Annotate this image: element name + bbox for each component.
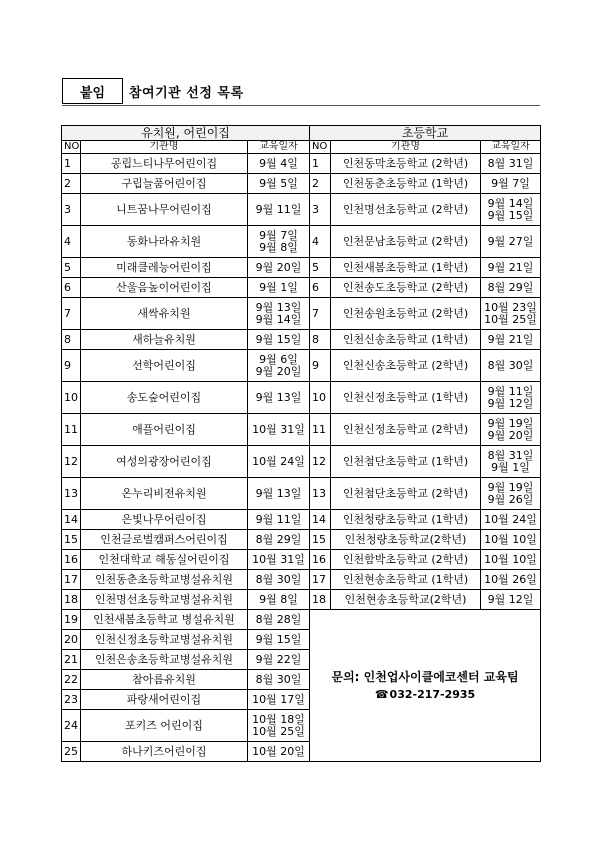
right-date-cell (481, 298, 541, 330)
left-row-number: 4 (62, 226, 81, 258)
right-row-number: 14 (310, 510, 331, 530)
left-date-cell (248, 650, 310, 670)
right-row-number: 7 (310, 298, 331, 330)
left-row-number: 19 (62, 610, 81, 630)
table-row (62, 258, 541, 278)
education-date: 8월 30일 (487, 358, 534, 372)
education-date: 9월 7일 (259, 228, 298, 242)
left-date-cell (248, 550, 310, 570)
right-date-cell (481, 446, 541, 478)
left-row-number: 18 (62, 590, 81, 610)
left-row-number: 13 (62, 478, 81, 510)
left-institution-name: 인천대학교 해동실어린이집 (81, 550, 248, 570)
right-date-cell (481, 330, 541, 350)
right-institution-name: 인천신정초등학교 (1학년) (331, 382, 481, 414)
education-date: 10월 24일 (252, 454, 305, 468)
left-institution-name: 인천글로벌캠퍼스어린이집 (81, 530, 248, 550)
education-date: 9월 5일 (259, 176, 298, 190)
right-institution-name: 인천신송초등학교 (2학년) (331, 350, 481, 382)
education-date: 10월 31일 (252, 552, 305, 566)
left-row-number: 7 (62, 298, 81, 330)
education-date: 9월 8일 (259, 592, 298, 606)
right-institution-name: 인천첨단초등학교 (2학년) (331, 478, 481, 510)
education-date: 9월 19일 (487, 480, 534, 494)
left-row-number: 11 (62, 414, 81, 446)
left-row-number: 15 (62, 530, 81, 550)
left-institution-name: 미래클레능어린이집 (81, 258, 248, 278)
table-row (62, 174, 541, 194)
right-institution-name: 인천신정초등학교 (2학년) (331, 414, 481, 446)
left-institution-name: 니트꿈나무어린이집 (81, 194, 248, 226)
left-date-cell (248, 530, 310, 550)
right-date-cell (481, 478, 541, 510)
table-row (62, 154, 541, 174)
education-date: 9월 1일 (259, 280, 298, 294)
left-row-number: 1 (62, 154, 81, 174)
education-date: 9월 7일 (491, 176, 530, 190)
left-row-number: 20 (62, 630, 81, 650)
table-row (62, 446, 541, 478)
table-row (62, 610, 541, 630)
education-date: 9월 13일 (255, 486, 302, 500)
left-date-cell (248, 690, 310, 710)
right-date-cell (481, 510, 541, 530)
right-institution-name: 인천현송초등학교(2학년) (331, 590, 481, 610)
right-date-cell (481, 414, 541, 446)
right-date-cell (481, 530, 541, 550)
table-row (62, 194, 541, 226)
right-date-cell (481, 590, 541, 610)
left-row-number: 17 (62, 570, 81, 590)
education-date: 8월 31일 (487, 156, 534, 170)
right-institution-name: 인천신송초등학교 (1학년) (331, 330, 481, 350)
left-date-cell (248, 350, 310, 382)
left-date-cell (248, 298, 310, 330)
education-date: 10월 25일 (484, 312, 537, 326)
education-date: 9월 1일 (491, 460, 530, 474)
education-date: 9월 22일 (255, 652, 302, 666)
left-row-number: 25 (62, 742, 81, 762)
header-divider (62, 105, 540, 106)
left-date-cell (248, 742, 310, 762)
left-date-cell (248, 570, 310, 590)
right-date-cell (481, 382, 541, 414)
left-date-cell (248, 226, 310, 258)
education-date: 8월 29일 (487, 280, 534, 294)
right-date-cell (481, 226, 541, 258)
left-institution-name: 인천신정초등학교병설유치원 (81, 630, 248, 650)
left-institution-name: 온누리비전유치원 (81, 478, 248, 510)
education-date: 8월 30일 (255, 572, 302, 586)
right-date-cell (481, 174, 541, 194)
phone-number: 032-217-2935 (389, 687, 476, 701)
table-row (62, 550, 541, 570)
left-institution-name: 참아름유치원 (81, 670, 248, 690)
education-date: 9월 15일 (487, 208, 534, 222)
left-institution-name: 여성의광장어린이집 (81, 446, 248, 478)
left-row-number: 9 (62, 350, 81, 382)
right-date-cell (481, 570, 541, 590)
education-date: 10월 31일 (252, 422, 305, 436)
education-date: 10월 24일 (484, 512, 537, 526)
right-row-number: 10 (310, 382, 331, 414)
attachment-header (62, 78, 244, 104)
right-date-cell (481, 278, 541, 298)
education-date: 9월 12일 (487, 592, 534, 606)
kindergarten-group-header: 유치원, 어린이집 (62, 126, 310, 141)
left-row-number: 21 (62, 650, 81, 670)
left-date-cell (248, 258, 310, 278)
education-date: 10월 20일 (252, 744, 305, 758)
right-institution-name: 인천명선초등학교 (2학년) (331, 194, 481, 226)
education-date: 9월 20일 (255, 364, 302, 378)
right-date-cell (481, 154, 541, 174)
education-date: 9월 21일 (487, 332, 534, 346)
education-date: 10월 26일 (484, 572, 537, 586)
education-date: 9월 15일 (255, 632, 302, 646)
right-institution-name: 인천송원초등학교 (2학년) (331, 298, 481, 330)
contact-label: 문의: 인천업사이클에코센터 교육팀 (331, 669, 519, 684)
education-date: 8월 31일 (487, 448, 534, 462)
right-row-number: 16 (310, 550, 331, 570)
right-institution-name: 인천함박초등학교 (2학년) (331, 550, 481, 570)
education-date: 9월 14일 (487, 196, 534, 210)
table-row (62, 510, 541, 530)
left-institution-name: 인천은송초등학교병설유치원 (81, 650, 248, 670)
contact-info (310, 610, 541, 762)
left-date-cell (248, 510, 310, 530)
table-row (62, 570, 541, 590)
education-date: 9월 20일 (255, 260, 302, 274)
education-date: 8월 28일 (255, 612, 302, 626)
table-row (62, 298, 541, 330)
telephone-icon: ☎ (374, 687, 389, 701)
education-date: 9월 12일 (487, 396, 534, 410)
left-institution-name: 인천동춘초등학교병설유치원 (81, 570, 248, 590)
left-date-cell (248, 174, 310, 194)
left-institution-name: 새하늘유치원 (81, 330, 248, 350)
right-date-cell (481, 350, 541, 382)
education-date: 10월 17일 (252, 692, 305, 706)
left-row-number: 10 (62, 382, 81, 414)
right-row-number: 11 (310, 414, 331, 446)
right-date-cell (481, 258, 541, 278)
left-institution-name: 하나키즈어린이집 (81, 742, 248, 762)
table-row (62, 278, 541, 298)
left-row-number: 3 (62, 194, 81, 226)
right-institution-name: 인천첨단초등학교 (1학년) (331, 446, 481, 478)
left-date-cell (248, 414, 310, 446)
education-date: 9월 19일 (487, 416, 534, 430)
right-row-number: 9 (310, 350, 331, 382)
left-date-cell (248, 478, 310, 510)
right-row-number: 17 (310, 570, 331, 590)
right-date-cell (481, 194, 541, 226)
education-date: 9월 14일 (255, 312, 302, 326)
education-date: 9월 20일 (487, 428, 534, 442)
elementary-group-header: 초등학교 (310, 126, 541, 141)
left-date-cell (248, 330, 310, 350)
right-institution-name: 인천현송초등학교 (1학년) (331, 570, 481, 590)
table-row (62, 530, 541, 550)
left-date-cell (248, 154, 310, 174)
left-institution-name: 새싹유치원 (81, 298, 248, 330)
education-date: 9월 11일 (255, 512, 302, 526)
right-institution-name: 인천동춘초등학교 (1학년) (331, 174, 481, 194)
right-institution-name: 인천청량초등학교(2학년) (331, 530, 481, 550)
left-institution-name: 동화나라유치원 (81, 226, 248, 258)
left-row-number: 16 (62, 550, 81, 570)
right-row-number: 6 (310, 278, 331, 298)
left-institution-name: 공립느티나무어린이집 (81, 154, 248, 174)
right-row-number: 8 (310, 330, 331, 350)
table-row (62, 478, 541, 510)
education-date: 10월 18일 (252, 712, 305, 726)
left-row-number: 14 (62, 510, 81, 530)
right-row-number: 2 (310, 174, 331, 194)
right-no-header: NO (310, 141, 331, 154)
left-institution-name: 인천새봄초등학교 병설유치원 (81, 610, 248, 630)
left-date-header: 교육일자 (248, 141, 310, 154)
left-row-number: 2 (62, 174, 81, 194)
education-date: 8월 29일 (255, 532, 302, 546)
education-date: 10월 10일 (484, 532, 537, 546)
left-institution-name: 인천명선초등학교병설유치원 (81, 590, 248, 610)
table-row (62, 330, 541, 350)
right-date-cell (481, 550, 541, 570)
education-date: 10월 23일 (484, 300, 537, 314)
left-institution-name: 송도숲어린이집 (81, 382, 248, 414)
right-institution-name: 인천송도초등학교 (2학년) (331, 278, 481, 298)
institution-table (61, 125, 541, 762)
left-row-number: 23 (62, 690, 81, 710)
right-row-number: 5 (310, 258, 331, 278)
right-row-number: 12 (310, 446, 331, 478)
left-no-header: NO (62, 141, 81, 154)
right-name-header: 기관명 (331, 141, 481, 154)
left-row-number: 5 (62, 258, 81, 278)
table-row (62, 226, 541, 258)
left-date-cell (248, 670, 310, 690)
left-institution-name: 애플어린이집 (81, 414, 248, 446)
left-institution-name: 포키즈 어린이집 (81, 710, 248, 742)
left-name-header: 기관명 (81, 141, 248, 154)
left-date-cell (248, 710, 310, 742)
education-date: 9월 27일 (487, 234, 534, 248)
right-row-number: 18 (310, 590, 331, 610)
education-date: 9월 13일 (255, 300, 302, 314)
education-date: 9월 8일 (259, 240, 298, 254)
left-institution-name: 산울음높이어린이집 (81, 278, 248, 298)
right-institution-name: 인천청량초등학교 (1학년) (331, 510, 481, 530)
right-row-number: 4 (310, 226, 331, 258)
education-date: 9월 26일 (487, 492, 534, 506)
education-date: 9월 11일 (255, 202, 302, 216)
right-row-number: 3 (310, 194, 331, 226)
left-institution-name: 구립늘품어린이집 (81, 174, 248, 194)
contact-phone (312, 689, 538, 701)
left-date-cell (248, 630, 310, 650)
education-date: 9월 4일 (259, 156, 298, 170)
left-row-number: 22 (62, 670, 81, 690)
left-institution-name: 파랑새어린이집 (81, 690, 248, 710)
table-row (62, 590, 541, 610)
left-row-number: 8 (62, 330, 81, 350)
left-date-cell (248, 194, 310, 226)
right-institution-name: 인천문남초등학교 (2학년) (331, 226, 481, 258)
right-row-number: 15 (310, 530, 331, 550)
left-date-cell (248, 278, 310, 298)
left-row-number: 6 (62, 278, 81, 298)
left-date-cell (248, 590, 310, 610)
left-row-number: 24 (62, 710, 81, 742)
left-row-number: 12 (62, 446, 81, 478)
right-row-number: 1 (310, 154, 331, 174)
education-date: 9월 21일 (487, 260, 534, 274)
table-row (62, 382, 541, 414)
education-date: 10월 25일 (252, 724, 305, 738)
education-date: 10월 10일 (484, 552, 537, 566)
table-row (62, 350, 541, 382)
attachment-tag: 붙임 (62, 78, 123, 104)
right-row-number: 13 (310, 478, 331, 510)
left-date-cell (248, 610, 310, 630)
education-date: 8월 30일 (255, 672, 302, 686)
education-date: 9월 6일 (259, 352, 298, 366)
education-date: 9월 11일 (487, 384, 534, 398)
education-date: 9월 13일 (255, 390, 302, 404)
left-date-cell (248, 446, 310, 478)
table-row (62, 414, 541, 446)
left-date-cell (248, 382, 310, 414)
left-institution-name: 은빛나무어린이집 (81, 510, 248, 530)
document-title: 참여기관 선정 목록 (129, 85, 244, 101)
right-institution-name: 인천동막초등학교 (2학년) (331, 154, 481, 174)
education-date: 9월 15일 (255, 332, 302, 346)
right-date-header: 교육일자 (481, 141, 541, 154)
left-institution-name: 선학어린이집 (81, 350, 248, 382)
right-institution-name: 인천새봄초등학교 (1학년) (331, 258, 481, 278)
